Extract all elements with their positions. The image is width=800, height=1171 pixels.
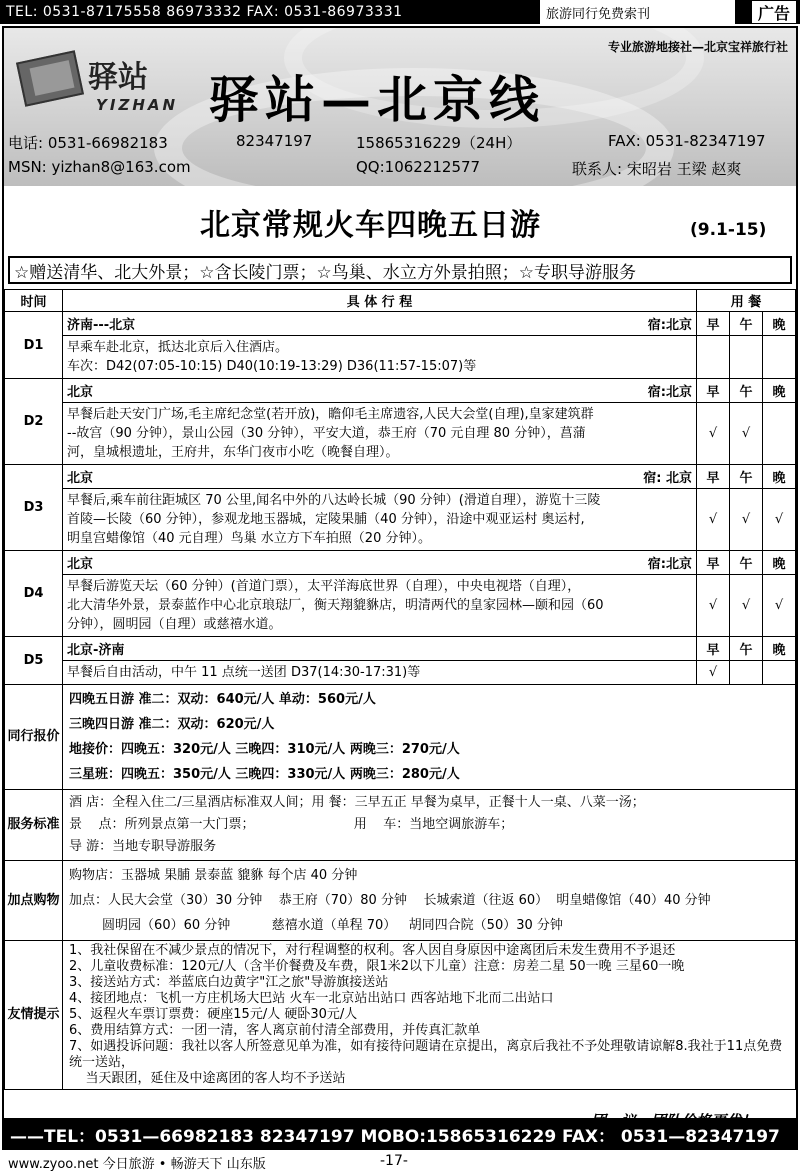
product-title: 北京常规火车四晚五日游: [200, 208, 541, 243]
check-d: √: [763, 575, 796, 637]
check-d: [763, 661, 796, 685]
shop-line: 购物店：玉器城 果脯 景泰蓝 貔貅 每个店 40 分钟: [69, 868, 358, 883]
logo: [12, 46, 192, 136]
meal-d: 晚: [763, 379, 796, 403]
day-desc: [63, 403, 697, 465]
desc-line: 北大清华外景，景泰蓝作中心北京琅琺厂，衡天翔貔貅店，明清两代的皇家园林—颐和园（60: [67, 598, 604, 613]
footer-contact-bar: ——TEL：0531—66982183 82347197 MOBO:15865316229 FAX： 0531—82347197: [4, 1118, 796, 1150]
top-contact: TEL: 0531-87175558 86973332 FAX: 0531-86973331: [6, 4, 403, 20]
itinerary-table: [4, 289, 796, 1090]
sleep-text: 宿:北京: [647, 385, 692, 400]
fax: FAX: 0531-82347197: [608, 132, 766, 150]
day-label: D1: [5, 312, 63, 379]
table-row: [5, 379, 796, 403]
head-meals: 用 餐: [697, 290, 796, 312]
desc-line: 早餐后赴天安门广场,毛主席纪念堂(若开放)，瞻仰毛主席遗容,人民大会堂(自理),皇家建筑群: [67, 407, 594, 422]
desc-line: 早餐后游览天坛（60 分钟）(首道门票），太平洋海底世界（自理），中央电视塔（自理），: [67, 579, 581, 594]
meal-d: 晚: [763, 551, 796, 575]
meal-l: 午: [730, 551, 763, 575]
tip-line: 1、我社保留在不减少景点的情况下，对行程调整的权利。客人因自身原因中途离团后未发生费用不予退还: [69, 943, 676, 958]
meal-l: 午: [730, 379, 763, 403]
meal-d: 晚: [763, 637, 796, 661]
price-label: 同行报价: [5, 685, 63, 790]
tip-line: 当天跟团，延住及中途离团的客人均不予送站: [69, 1071, 346, 1086]
service-line: 导 游：当地专职导游服务: [69, 839, 217, 854]
meal-b: 早: [697, 379, 730, 403]
check-b: √: [697, 489, 730, 551]
tip-line: 5、返程火车票订票费：硬座15元/人 硬卧30元/人: [69, 1007, 358, 1022]
service-line: 酒 店：全程入住二/三星酒店标准双人间；用 餐：三早五正 早餐为桌早，正餐十人一桌、八菜一汤；: [69, 795, 645, 810]
head-itinerary: 具 体 行 程: [63, 290, 697, 312]
meal-d: 晚: [763, 312, 796, 336]
check-d: [763, 336, 796, 379]
sleep-text: 宿:北京: [647, 318, 692, 333]
day-label: D3: [5, 465, 63, 551]
shop-label: 加点购物: [5, 861, 63, 941]
price-row: [5, 685, 796, 790]
table-row: [5, 312, 796, 336]
shop-block: [63, 861, 796, 941]
table-row: [5, 637, 796, 661]
index-label: 旅游同行免费索刊: [540, 0, 735, 24]
desc-line: --故宫（90 分钟），景山公园（30 分钟），平安大道，恭王府（70 元自理 80 分钟），菖蒲: [67, 426, 586, 441]
desc-line: 首陵—长陵（60 分钟），参观龙地玉器城，定陵果脯（40 分钟），沿途中观亚运村 奥运村,: [67, 512, 585, 527]
top-contact-bar: [0, 0, 800, 24]
meal-b: 早: [697, 465, 730, 489]
day-label: D4: [5, 551, 63, 637]
meal-b: 早: [697, 312, 730, 336]
price-line: 四晚五日游 准二：双动：640元/人 单动：560元/人: [69, 692, 376, 707]
ad-tag: 广告: [752, 1, 796, 23]
price-line: 三晚四日游 准二：双动：620元/人: [69, 717, 275, 732]
route-text: 北京: [67, 557, 94, 572]
tips-block: [63, 941, 796, 1090]
route-text: 北京-济南: [67, 643, 125, 658]
check-l: √: [730, 575, 763, 637]
check-l: [730, 336, 763, 379]
qq: QQ:1062212577: [356, 158, 481, 176]
meal-b: 早: [697, 637, 730, 661]
gift-bar: ☆赠送清华、北大外景；☆含长陵门票；☆鸟巢、水立方外景拍照；☆专职导游服务: [8, 256, 792, 284]
phone: 电话: 0531-66982183: [8, 134, 168, 152]
mobile: 15865316229（24H）: [356, 134, 522, 152]
product-date: (9.1-15): [690, 220, 767, 240]
meal-l: 午: [730, 637, 763, 661]
meal-b: 早: [697, 551, 730, 575]
day-desc: [63, 575, 697, 637]
head-time: 时间: [5, 290, 63, 312]
route: [63, 551, 697, 575]
route-text: 北京: [67, 471, 94, 486]
check-l: [730, 661, 763, 685]
price-line: 地接价：四晚五：320元/人 三晚四：310元/人 两晚三：270元/人: [69, 742, 460, 757]
check-b: √: [697, 661, 730, 685]
meal-l: 午: [730, 312, 763, 336]
desc-line: 早乘车赴北京，抵达北京后入住酒店。: [67, 340, 289, 355]
route-text: 济南---北京: [67, 318, 136, 333]
table-head-row: [5, 290, 796, 312]
shop-row: [5, 861, 796, 941]
route: [63, 379, 697, 403]
table-row: [5, 465, 796, 489]
tip-line: 2、儿童收费标准：120元/人（含半价餐费及车费，限1米2以下儿童）注意：房差二星 50一晚 三星60一晚: [69, 959, 685, 974]
day-desc: [63, 661, 697, 685]
service-row: [5, 790, 796, 861]
tip-line: 6、费用结算方式：一团一清，客人离京前付清全部费用，并传真汇款单: [69, 1023, 481, 1038]
shop-line: 圆明园（60）60 分钟 慈禧水道（单程 70） 胡同四合院（50）30 分钟: [69, 918, 563, 933]
route: [63, 465, 697, 489]
day-desc: [63, 489, 697, 551]
route: [63, 637, 697, 661]
desc-line: 河，皇城根遗址，王府井，东华门夜市小吃（晚餐自理）。: [67, 445, 399, 460]
page-number: -17-: [380, 1153, 408, 1169]
tips-row: [5, 941, 796, 1090]
desc-line: 明皇宫蜡像馆（40 元自理）鸟巢 水立方下车拍照（20 分钟）。: [67, 531, 431, 546]
route: [63, 312, 697, 336]
day-desc: [63, 336, 697, 379]
tip-line: 4、接团地点：飞机一方庄机场大巴站 火车一北京站出站口 西客站地下北而二出站口: [69, 991, 554, 1006]
logo-en: YIZHAN: [96, 96, 179, 114]
contacts: 联系人: 宋昭岩 王梁 赵爽: [572, 160, 742, 178]
agency-line: 专业旅游地接社—北京宝祥旅行社: [607, 40, 788, 54]
logo-cn: 驿站: [88, 60, 148, 95]
day-label: D5: [5, 637, 63, 685]
table-row: [5, 403, 796, 465]
tips-label: 友情提示: [5, 941, 63, 1090]
sleep-text: 宿:北京: [647, 557, 692, 572]
check-b: [697, 336, 730, 379]
msn: MSN: yizhan8@163.com: [8, 158, 191, 176]
shop-line: 加点：人民大会堂（30）30 分钟 恭王府（70）80 分钟 长城索道（往返 60） 明皇蜡像馆（40）40 分钟: [69, 893, 711, 908]
service-label: 服务标准: [5, 790, 63, 861]
check-b: √: [697, 575, 730, 637]
check-b: √: [697, 403, 730, 465]
table-row: [5, 575, 796, 637]
check-l: √: [730, 403, 763, 465]
meal-l: 午: [730, 465, 763, 489]
tip-line: 7、如遇投诉问题：我社以客人所签意见单为准，如有接待问题请在京提出，离京后我社不予处理敬请谅解8.我社于11点免费统一送站，: [69, 1039, 783, 1070]
tip-line: 3、接送站方式：举蓝底白边黄字"江之旅"导游旗接送站: [69, 975, 389, 990]
table-row: [5, 489, 796, 551]
desc-line: 早餐后,乘车前往距城区 70 公里,闻名中外的八达岭长城（90 分钟）(滑道自理），游览十三陵: [67, 493, 601, 508]
sleep-text: 宿: 北京: [643, 471, 692, 486]
desc-line: 早餐后自由活动，中午 11 点统一送团 D37(14:30-17:31)等: [67, 665, 421, 680]
desc-line: 分钟），圆明园（自理）或慈禧水道。: [67, 617, 282, 632]
page-title: 驿站—北京线: [209, 70, 545, 129]
header: [4, 28, 796, 186]
check-d: [763, 403, 796, 465]
check-d: √: [763, 489, 796, 551]
table-row: [5, 661, 796, 685]
price-line: 三星班：四晚五：350元/人 三晚四：330元/人 两晚三：280元/人: [69, 767, 460, 782]
day-label: D2: [5, 379, 63, 465]
route-text: 北京: [67, 385, 94, 400]
table-row: [5, 551, 796, 575]
service-line: 景 点：所列景点第一大门票； 用 车：当地空调旅游车；: [69, 817, 514, 832]
ad-frame: [2, 26, 798, 1150]
publication-line: www.zyoo.net 今日旅游 • 畅游天下 山东版: [8, 1157, 266, 1171]
check-l: √: [730, 489, 763, 551]
table-row: [5, 336, 796, 379]
meal-d: 晚: [763, 465, 796, 489]
price-block: [63, 685, 796, 790]
service-block: [63, 790, 796, 861]
desc-line: 车次：D42(07:05-10:15) D40(10:19-13:29) D36(11:57-15:07)等: [67, 359, 477, 374]
phone2: 82347197: [236, 132, 313, 150]
